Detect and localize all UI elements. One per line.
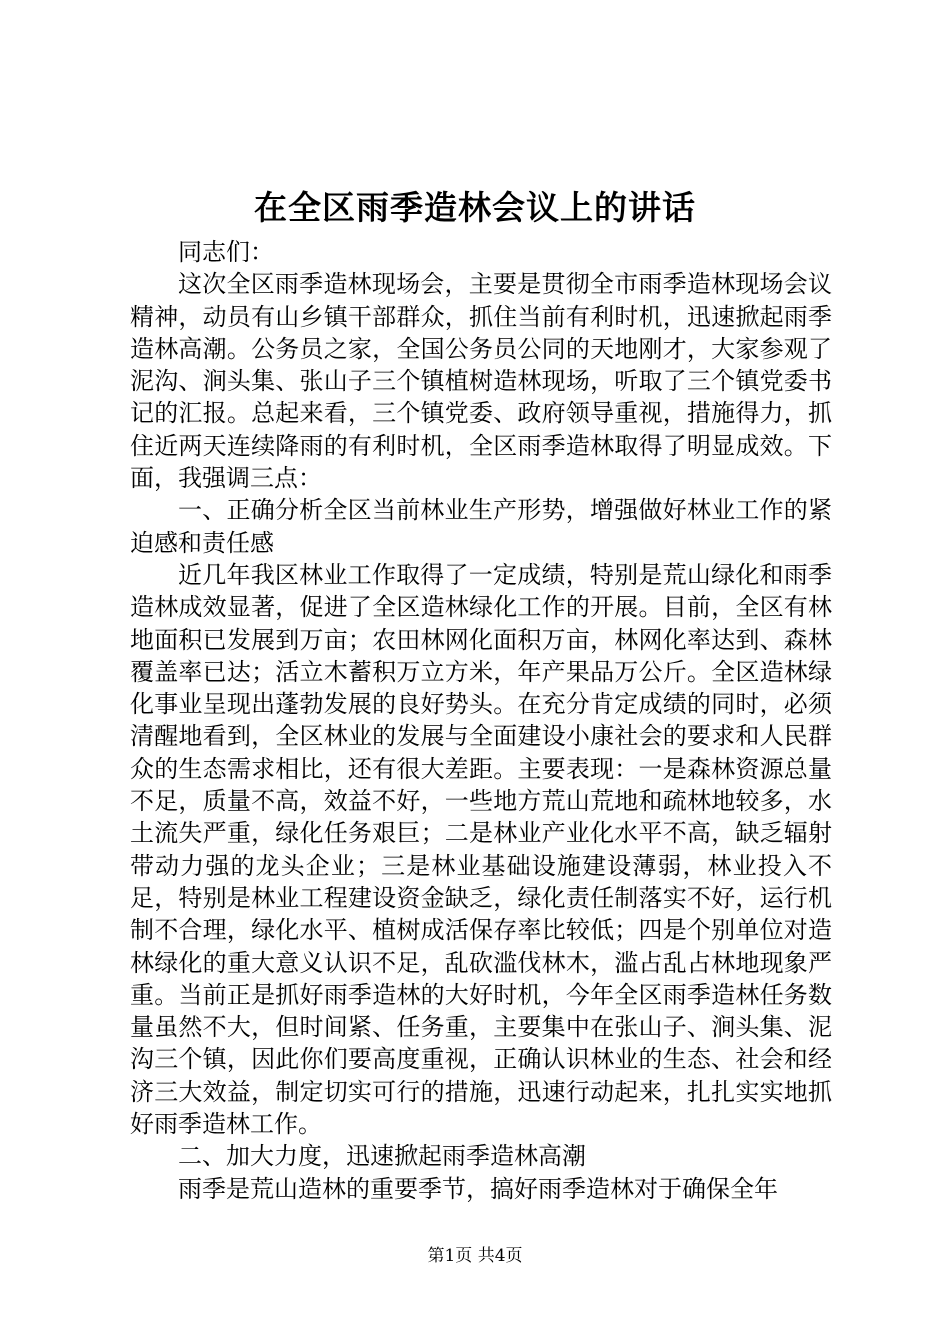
section-heading-1: 一、正确分析全区当前林业生产形势，增强做好林业工作的紧迫感和责任感 [130, 496, 832, 557]
salutation-paragraph: 同志们： [178, 238, 274, 266]
page-footer: 第1页 共4页 [427, 1246, 523, 1266]
document-body [130, 236, 832, 1205]
document-title: 在全区雨季造林会议上的讲话 [254, 188, 696, 227]
section-2-paragraph: 雨季是荒山造林的重要季节，搞好雨季造林对于确保全年 [178, 1174, 778, 1203]
section-1-paragraph: 近几年我区林业工作取得了一定成绩，特别是荒山绿化和雨季造林成效显著，促进了全区造林绿化工作的开展。目前，全区有林地面积已发展到万亩；农田林网化面积万亩，林网化率达到、森林覆盖率已达；活立木蓄积万立方米，年产果品万公斤。全区造林绿化事业呈现出蓬勃发展的良好势头。在充分肯定成绩的同时，必须清醒地看到，全区林业的发展与全面建设小康社会的要求和人民群众的生态需求相比，还有很大差距。主要表现：一是森林资源总量不足，质量不高，效益不好，一些地方荒山荒地和疏林地较多，水土流失严重，绿化任务艰巨；二是林业产业化水平不高，缺乏辐射带动力强的龙头企业；三是林业基础设施建设薄弱，林业投入不足，特别是林业工程建设资金缺乏，绿化责任制落实不好，运行机制不合理，绿化水平、植树成活保存率比较低；四是个别单位对造林绿化的重大意义认识不足，乱砍滥伐林木，滥占乱占林地现象严重。当前正是抓好雨季造林的大好时机，今年全区雨季造林任务数量虽然不大，但时间紧、任务重，主要集中在张山子、涧头集、泥沟三个镇，因此你们要高度重视，正确认识林业的生态、社会和经济三大效益，制定切实可行的措施，迅速行动起来，扎扎实实地抓好雨季造林工作。 [130, 560, 832, 1139]
section-heading-2: 二、加大力度，迅速掀起雨季造林高潮 [178, 1142, 586, 1171]
intro-paragraph: 这次全区雨季造林现场会，主要是贯彻全市雨季造林现场会议精神，动员有山乡镇干部群众，抓住当前有利时机，迅速掀起雨季造林高潮。公务员之家，全国公务员公同的天地刚才，大家参观了泥沟、涧头集、张山子三个镇植树造林现场，听取了三个镇党委书记的汇报。总起来看，三个镇党委、政府领导重视，措施得力，抓住近两天连续降雨的有利时机，全区雨季造林取得了明显成效。下面，我强调三点： [130, 270, 832, 493]
